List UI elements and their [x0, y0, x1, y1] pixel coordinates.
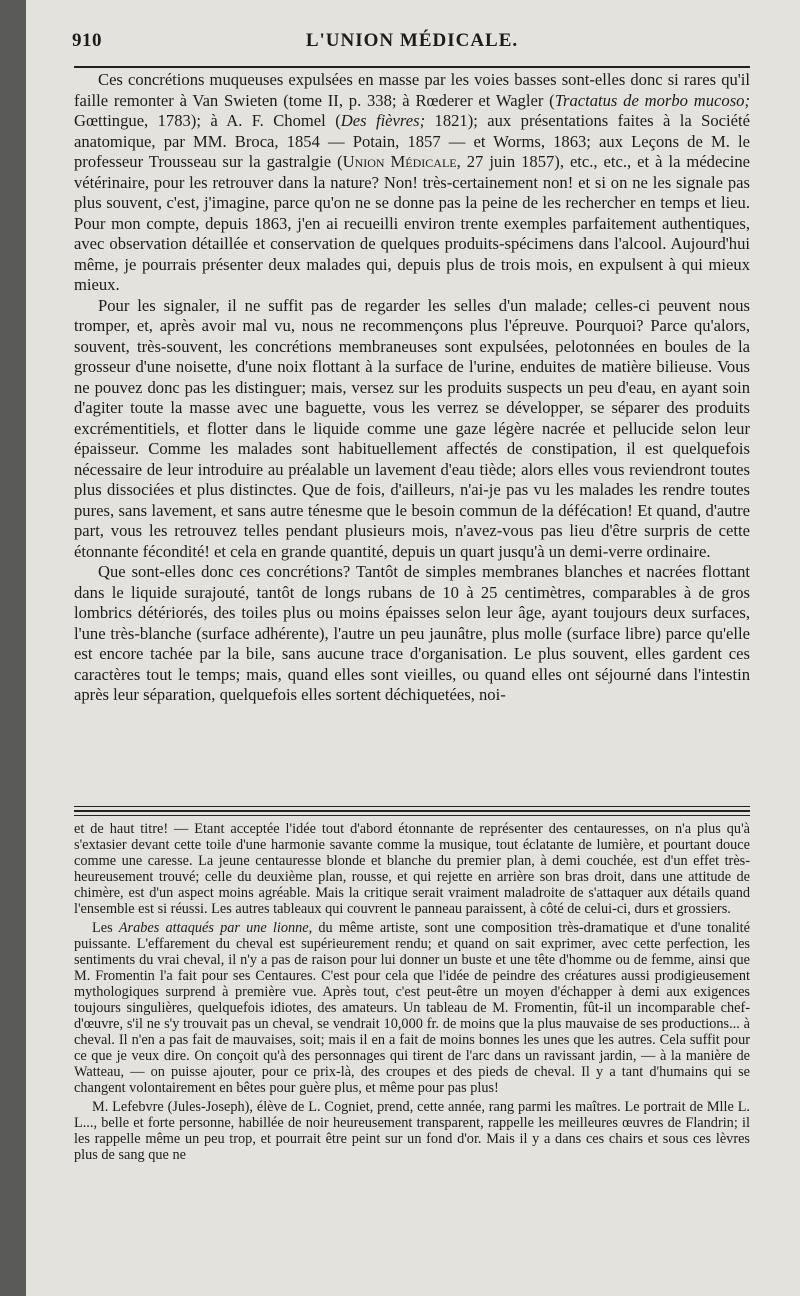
article-paragraph-2: Pour les signaler, il ne suffit pas de regarder les selles d'un malade; celles-ci peuvent nous tromper, et, après avoir mal vu, nous ne recommençons plus l'épreuve. Pourquoi? Parce qu'alors, souvent, très-souvent, les concrétions membraneuses sont expulsées, pelotonnées en boules de la grosseur d'une noisette, d'une noix flottant à la surface de l'urine, enduites de matière bilieuse. Vous ne pouvez donc pas les distinguer; mais, versez sur les produits suspects un peu d'eau, en ayant soin d'agiter toute la masse avec une baguette, vous les verrez se développer, se séparer des produits excrémentitiels, et flotter dans le liquide comme une gaze légère nacrée et pellucide selon leur épaisseur. Comme les malades sont habituellement affectés de constipation, il est quelquefois nécessaire de leur introduire au préalable un lavement d'eau tiède; alors elles vous reviendront toutes plus dissociées et plus distinctes. Que de fois, d'ailleurs, n'ai-je pas vu les malades les rendre toutes pures, sans lavement, et sans autre ténesme que le besoin commun de la défécation! Et quand, d'autre part, vous les retrouvez telles pendant plusieurs mois, n'avez-vous pas lieu d'être surpris de cette étonnante fécondité! et cela en grande quantité, depuis un quart jusqu'à un demi-verre ordinaire.	[74, 295, 750, 561]
journal-name: Union Médicale	[342, 152, 457, 171]
feuilleton-separator	[74, 806, 750, 807]
article-paragraph-3: Que sont-elles donc ces concrétions? Tantôt de simples membranes blanches et nacrées flottant dans le liquide surajouté, tantôt de longs rubans de 10 à 25 centimètres, comparables à de gros lombrics détériorés, des toiles plus ou moins épaisses selon leur âge, ayant toujours deux surfaces, l'une très-blanche (surface adhérente), l'autre un peu jaunâtre, plus molle (surface libre) parce qu'elle est encore tachée par la bile, sans aucune trace d'organisation. Le plus souvent, elles gardent ces caractères tout le temps; mais, quand elles sont vieilles, ou quand elles ont séjourné dans l'intestin après leur séparation, quelquefois elles sortent déchiquetées, noi-	[74, 562, 750, 704]
feuilleton-separator	[74, 810, 750, 812]
feuilleton-paragraph-1: et de haut titre! — Etant acceptée l'idée tout d'abord étonnante de représenter des centauresses, on n'a plus qu'à s'extasier devant cette toile d'une harmonie savante comme la musique, tout éclatante de lumière, et pourtant douce comme une caresse. La jeune centauresse blonde et blanche du premier plan, à demi couchée, est d'un effet très-heureusement trouvé; celle du deuxième plan, rousse, et qui rejette en arrière son bras droit, dans une attitude de chimère, est d'un aspect moins agréable. Mais la critique serait vraiment maladroite de s'attaquer aux détails quand l'ensemble est si réussi. Les autres tableaux qui couvrent le panneau paraissent, à côté de celui-ci, durs et grossiers.	[74, 821, 750, 917]
feuilleton-column	[74, 822, 750, 1164]
page-number: 910	[72, 30, 102, 51]
page-header	[72, 30, 752, 58]
newspaper-page	[26, 0, 800, 1296]
running-title: L'UNION MÉDICALE.	[305, 30, 519, 51]
feuilleton-paragraph-3: M. Lefebvre (Jules-Joseph), élève de L. Cogniet, prend, cette année, rang parmi les maîtres. Le portrait de Mlle L. L..., belle et forte personne, habillée de noir heureusement transparent, rappelle les meilleures œuvres de Flandrin; il les rappelle même un peu trop, et pourrait être peint sur un fond d'or. Mais il y a dans ces chairs et sous ces lèvres plus de sang que ne	[74, 1099, 750, 1164]
article-paragraph-1: Ces concrétions muqueuses expulsées en masse par les voies basses sont-elles donc si rares qu'il faille remonter à Van Swieten (tome II, p. 338; à Rœderer et Wagler (Tractatus de morbo mucoso; Gœttingue, 1783); à A. F. Chomel (Des fièvres; 1821); aux présentations faites à la Société anatomique, par MM. Broca, 1854 — Potain, 1857 — et Worms, 1863; aux Leçons de M. le professeur Trousseau sur la gastralgie (Union Médicale, 27 juin 1857), etc., etc., et à la médecine vétérinaire, pour les retrouver dans la nature? Non! très-certainement non! et si on ne les signale pas plus souvent, c'est, j'imagine, parce qu'on ne se donne pas la peine de les rechercher en temps et lieu. Pour mon compte, depuis 1863, j'en ai recueilli environ trente exemples parfaitement authentiques, avec observation détaillée et conservation de quelques produits-spécimens dans l'alcool. Aujourd'hui même, je pourrais présenter deux malades qui, depuis plus de trois mois, en expulsent à qui mieux mieux.	[74, 70, 750, 294]
header-rule	[74, 66, 750, 68]
feuilleton-paragraph-2: Les Arabes attaqués par une lionne, du même artiste, sont une composition très-dramatique et d'une tonalité puissante. L'effarement du cheval est supérieurement rendu; et quand on sait exprimer, avec cette perfection, les sentiments du vrai cheval, il n'y a pas de raison pour lui donner un buste et une tête d'homme ou de femme, ainsi que M. Fromentin l'a fait pour ses Centaures. C'est pour cela que l'idée de peindre des créatures aussi prodigieusement mythologiques surprend à première vue. Après tout, c'est peut-être un moyen d'échapper à demi aux exigences toujours singulières, quelquefois idiotes, des amateurs. Un tableau de M. Fromentin, fût-il un incomparable chef-d'œuvre, s'il ne s'y trouvait pas un cheval, se vendrait 10,000 fr. de moins que la plus mauvaise de ses productions... à cheval. Il n'en a pas fait de mauvaises, soit; mais il en a fait de moins bonnes les unes que les autres. Cela suffit pour ce que je veux dire. On conçoit qu'à des personnages qui tirent de l'arc dans un ravissant jardin, — à la manière de Watteau, — on puisse ajouter, pour ce prix-là, des croupes et des pieds de cheval. Il y a tant d'humains qui se changent volontairement en bêtes pour guère plus, et même pour pas plus!	[74, 920, 750, 1096]
main-article	[74, 70, 750, 706]
feuilleton-separator	[74, 815, 750, 816]
